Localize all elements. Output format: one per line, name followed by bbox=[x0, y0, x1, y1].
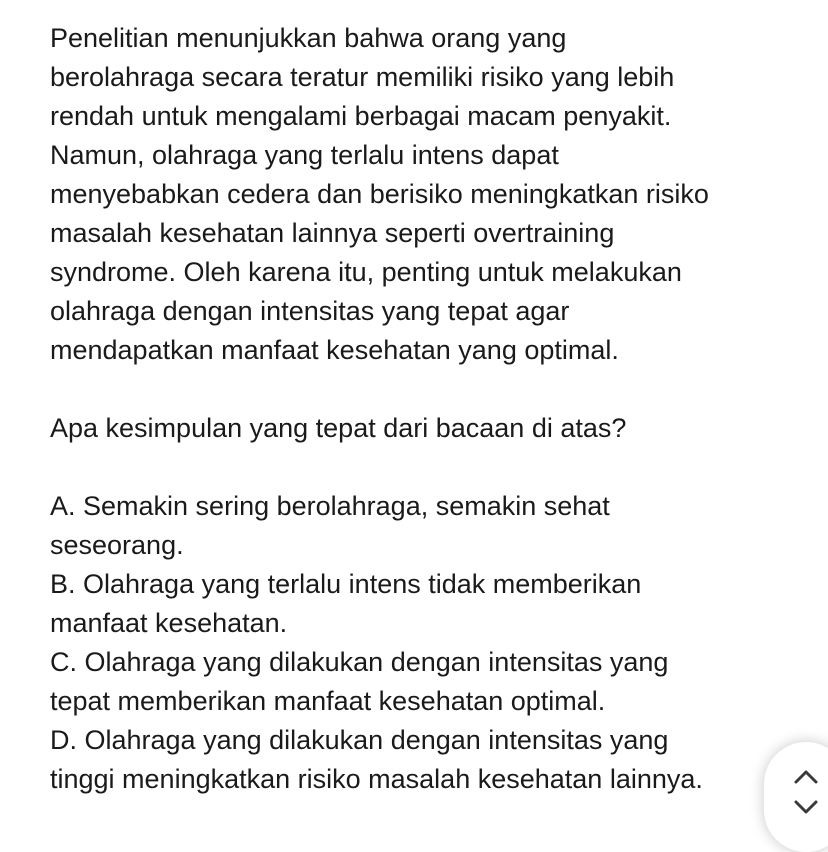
answer-options bbox=[50, 487, 785, 799]
passage-line: menyebabkan cedera dan berisiko meningkatkan risiko bbox=[50, 179, 709, 209]
scroll-down-button[interactable] bbox=[788, 792, 824, 822]
option-b-line-2: manfaat kesehatan. bbox=[50, 608, 288, 638]
passage-line: rendah untuk mengalami berbagai macam penyakit. bbox=[50, 101, 672, 131]
chevron-up-icon bbox=[793, 769, 819, 785]
passage-line: olahraga dengan intensitas yang tepat agar bbox=[50, 296, 570, 326]
passage-line: mendapatkan manfaat kesehatan yang optimal. bbox=[50, 335, 619, 365]
scroll-up-button[interactable] bbox=[788, 762, 824, 792]
question-text: Apa kesimpulan yang tepat dari bacaan di atas? bbox=[50, 413, 627, 443]
passage-line: masalah kesehatan lainnya seperti overtraining bbox=[50, 218, 615, 248]
passage-line: syndrome. Oleh karena itu, penting untuk melakukan bbox=[50, 257, 682, 287]
option-b bbox=[50, 565, 785, 643]
scroll-nav-control bbox=[764, 742, 828, 852]
option-c-line-1: C. Olahraga yang dilakukan dengan intensitas yang bbox=[50, 647, 669, 677]
option-d bbox=[50, 721, 785, 799]
passage-line: Penelitian menunjukkan bahwa orang yang bbox=[50, 23, 567, 53]
option-c bbox=[50, 643, 785, 721]
option-d-line-1: D. Olahraga yang dilakukan dengan intensitas yang bbox=[50, 725, 669, 755]
option-a-line-2: seseorang. bbox=[50, 530, 184, 560]
passage bbox=[50, 19, 785, 370]
option-c-line-2: tepat memberikan manfaat kesehatan optimal. bbox=[50, 686, 606, 716]
option-d-line-2: tinggi meningkatkan risiko masalah kesehatan lainnya. bbox=[50, 764, 703, 794]
option-a bbox=[50, 487, 785, 565]
passage-line: Namun, olahraga yang terlalu intens dapat bbox=[50, 140, 559, 170]
paragraph-spacer bbox=[50, 448, 785, 487]
passage-line: berolahraga secara teratur memiliki risiko yang lebih bbox=[50, 62, 675, 92]
reading-question-text bbox=[50, 19, 785, 799]
option-b-line-1: B. Olahraga yang terlalu intens tidak memberikan bbox=[50, 569, 642, 599]
chevron-down-icon bbox=[793, 799, 819, 815]
paragraph-spacer bbox=[50, 370, 785, 409]
option-a-line-1: A. Semakin sering berolahraga, semakin sehat bbox=[50, 491, 610, 521]
